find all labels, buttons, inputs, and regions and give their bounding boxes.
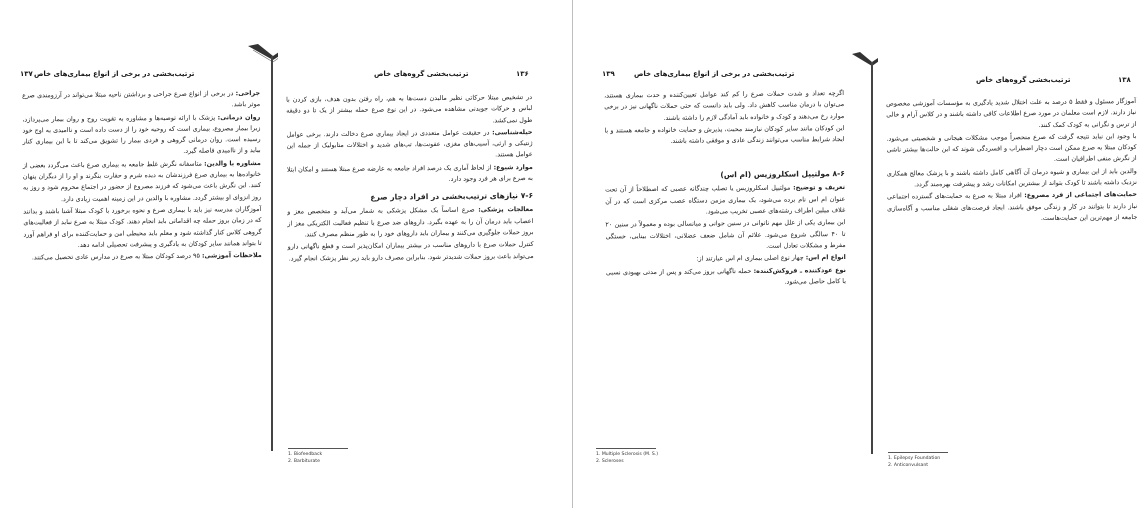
footnotes — [288, 452, 322, 465]
page-number: ۱۳۸ — [1118, 76, 1131, 84]
paragraph: موارد شیوع: از لحاظ آماری یک درصد افراد جامعه به عارضه صرع مبتلا هستند و امکان ابتلا به صرع برای هر فرد وجود دارد. — [286, 162, 533, 183]
paragraph: ملاحظات آموزشی: ۹۵ درصد کودکان مبتلا به صرع در مدارس عادی تحصیل می‌کنند. — [31, 251, 262, 262]
running-header: ترتیب‌بخشی در برخی از انواع بیماری‌های خاص — [634, 70, 795, 78]
body-text — [886, 96, 1137, 227]
footnotes — [888, 456, 940, 469]
body-text — [286, 92, 534, 265]
footnotes — [596, 452, 658, 465]
spread-1-right-page — [278, 0, 548, 508]
paragraph: مشاوره با والدین: متاسفانه نگرش غلط جامعه به بیماری صرع باعث می‌گردد بعضی از خانواده‌ها به بیماری صرع فرزندشان به دیده شرم و حقارت بنگرند و او را از دیگران پنهان کنند. این نگرش باعث می‌شود که فرزند مصروع از حضور در اجتماع محروم شود و روز به روز انزوای او بیشتر گردد. مشاوره با والدین در این زمینه اهمیت زیادی دارد. — [22, 158, 262, 203]
paragraph: در تشخیص مبتلا حرکاتی نظیر مالیدن دست‌ها به هم، راه رفتن بدون هدف، بازی کردن با لباس و حرکات جویدنی مشاهده می‌شود. در این نوع صرع حمله بیشتر از یک تا دو دقیقه طول نمی‌کشد. — [286, 92, 533, 125]
paragraph: آموزگاران مدرسه نیز باید با بیماری صرع و نحوه برخورد با کودک مبتلا آشنا باشند و بدانند که در زمان بروز حمله چه اقداماتی باید انجام دهند. کودک مبتلا به صرع نباید از فعالیت‌های گروهی کلاس کنار گذاشته شود و معلم باید محیطی امن و حمایت‌کننده برای او فراهم آورد تا بتواند همانند سایر کودکان به یادگیری و پیشرفت تحصیلی ادامه دهد. — [23, 204, 262, 249]
footnote-rule — [596, 448, 656, 449]
spread-separator — [572, 0, 573, 508]
spread-2-left-page — [582, 0, 858, 508]
footnote: 1. Biofeedback — [288, 452, 323, 457]
footnote: 2. Barbiturate — [288, 458, 320, 464]
paragraph: تعریف و توضیح: مولتیپل اسکلروزیس یا تصلب چندگانه عصبی که اصطلاحاً از آن تحت عنوان ام اس نام برده می‌شود، یک بیماری مزمن دستگاه عصب مرکزی است که در آن غلاف میلین اطراف رشته‌های عصبی تخریب می‌شود. — [605, 183, 846, 216]
paragraph: با وجود این نباید نتیجه گرفت که صرع منحصراً موجب مشکلات هیجانی و شخصیتی می‌شود. کودکان مبتلا به صرع ممکن است دچار اضطراب و افسردگی شوند که این حالت‌ها بیشتر ناشی از نگرش منفی اطرافیان است. — [886, 131, 1137, 164]
running-header: ترتیب‌بخشی گروه‌های خاص — [374, 70, 469, 78]
paragraph: حیله‌شناسی: در حقیقت عوامل متعددی در ایجاد بیماری صرع دخالت دارند. برخی عوامل ژنتیکی و ارثی، آسیب‌های مغزی، عفونت‌ها، تب‌های شدید و اختلالات متابولیک از جمله این عوامل هستند. — [286, 127, 533, 159]
spread-2-right-page — [878, 0, 1148, 508]
paragraph: این بیماری یکی از علل مهم ناتوانی در سنین جوانی و میانسالی بوده و معمولاً در سنین ۲۰ تا ۴۰ سالگی شروع می‌شود. علائم آن شامل ضعف عضلانی، اختلالات بینایی، خستگی مفرط و مشکلات تعادل است. — [605, 218, 846, 250]
footnote: 1. Multiple Sclerosis (M. S.) — [596, 452, 659, 457]
page-number: ۱۳۹ — [602, 70, 615, 78]
paragraph: این کودکان مانند سایر کودکان نیازمند محبت، پذیرش و حمایت خانواده و جامعه هستند و با ایجاد شرایط مناسب می‌توانند زندگی عادی و موفقی داشته باشند. — [604, 123, 845, 146]
body-text — [22, 88, 262, 265]
footnote: 1. Epilepsy Foundation — [888, 456, 941, 461]
paragraph: حمایت‌های اجتماعی از فرد مصروع: افراد مبتلا به صرع به حمایت‌های گسترده اجتماعی نیاز دارند تا بتوانند در کار و زندگی موفق باشند. ایجاد فرصت‌های شغلی مناسب و آگاه‌سازی جامعه از مهم‌ترین این حمایت‌هاست. — [887, 190, 1138, 222]
footnote: 2. Anticonvulsant — [888, 462, 929, 468]
page-number: ۱۳۷ — [20, 70, 33, 78]
paragraph: کنترل حملات صرع با داروهای مناسب در بیشتر بیماران امکان‌پذیر است و قطع ناگهانی دارو می‌تواند باعث بروز حملات شدیدتر شود. بنابراین مصرف دارو باید زیر نظر پزشک انجام گیرد. — [287, 240, 534, 263]
paragraph: جراحی: در برخی از انواع صرع جراحی و برداشتن ناحیه مبتلا می‌تواند در آرزومندی صرع موثر باشد. — [22, 88, 261, 109]
running-header: ترتیب‌بخشی گروه‌های خاص — [976, 76, 1071, 84]
paragraph: انواع ام اس: چهار نوع اصلی بیماری ام اس عبارتند از: — [696, 253, 846, 263]
section-heading: ۸-۶ مولتیپل اسکلروزیس (ام اس) — [720, 169, 845, 180]
footnote: 2. Scleroses — [596, 458, 624, 464]
paragraph: اگرچه تعداد و شدت حملات صرع را کم کند عوامل تعیین‌کننده و حدت بیماری هستند، می‌توان با درمان مناسب کاهش داد. ولی باید دانست که حتی حملات ناگهانی نیز در برخی موارد رخ می‌دهند و کودک و خانواده باید آمادگی لازم را داشته باشند. — [604, 88, 845, 122]
paragraph: والدین باید از این بیماری و شیوه درمان آن آگاهی کامل داشته باشند و با پزشک معالج همکاری نزدیک داشته باشند تا کودک بتواند از بیشترین امکانات رشد و پیشرفت بهره‌مند گردد. — [886, 166, 1137, 189]
paragraph: روان درمانی: پزشک با ارائه توصیه‌ها و مشاوره به تقویت روح و روان بیمار می‌پردازد، زیرا بیمار مصروع، بیماری است که روحیه خود را از دست داده است و ناامیدی به اوج خود رسیده است. روان درمانی گروهی و فردی بیمار را تشویق می‌کند تا با این بیماری کنار بیاید و از ناامیدی فاصله گیرد. — [22, 112, 261, 156]
section-heading: ۷-۶ نیازهای ترتیب‌بخشی در افراد دچار صرع — [370, 191, 534, 203]
paragraph: نوع عودکننده ـ فروکش‌کننده: حمله ناگهانی بروز می‌کند و پس از مدتی بهبودی نسبی یا کامل حاصل می‌شود. — [605, 265, 847, 286]
running-header: ترتیب‌بخشی در برخی از انواع بیماری‌های خاص — [34, 70, 195, 78]
footnote-rule — [288, 448, 348, 449]
footnote-rule — [888, 452, 948, 453]
body-text — [604, 88, 846, 291]
paragraph: آموزگار مسئول و فقط ۵ درصد به علت اختلال شدید یادگیری به مؤسسات آموزشی مخصوص نیاز دارند. لازم است معلمان در مورد صرع اطلاعات کافی داشته باشند و در کلاس آرام و خالی از ترس و نگرانی به کودک کمک کنند. — [886, 96, 1137, 129]
paragraph: معالجات پزشکی: صرع اساساً یک مشکل پزشکی به شمار می‌آید و متخصص مغز و اعصاب باید درمان آن را به عهده بگیرد. داروهای ضد صرع با تنظیم فعالیت الکتریکی مغز از بروز حملات جلوگیری می‌کنند و بیماران باید داروهای خود را به طور منظم مصرف کنند. — [287, 205, 534, 239]
binding-gutter-line — [271, 56, 273, 451]
spread-1-left-page — [0, 0, 268, 508]
page-number: ۱۳۶ — [516, 70, 529, 78]
binding-gutter-line — [871, 62, 873, 454]
